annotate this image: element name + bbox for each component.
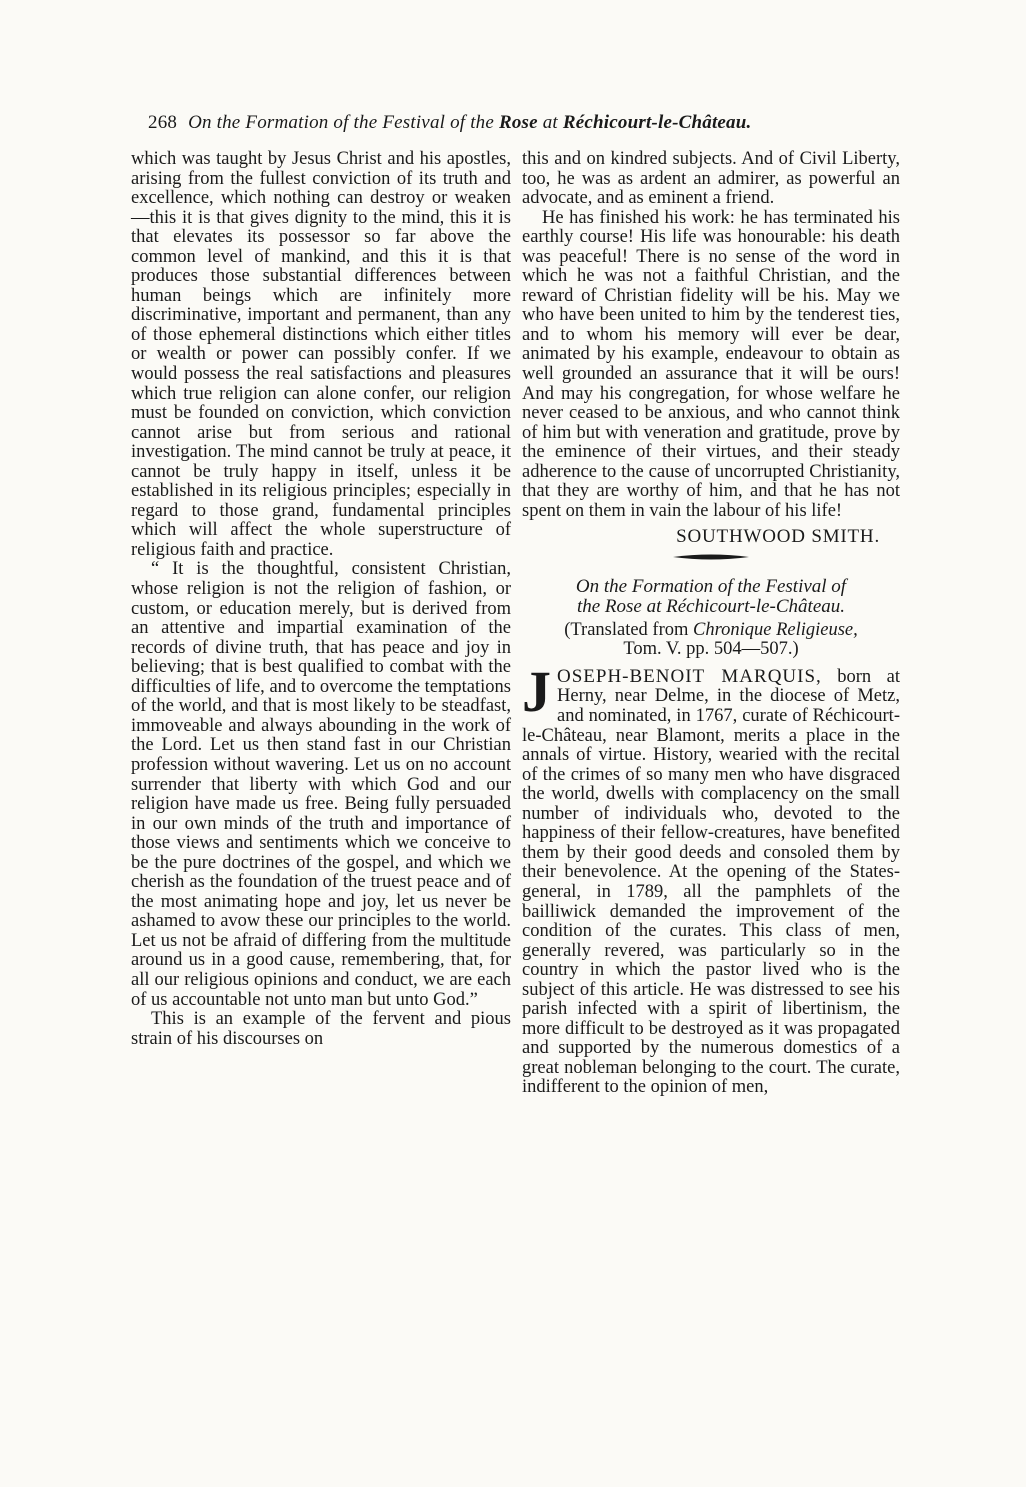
translation-note — [522, 621, 900, 659]
translation-source: Chronique Religieuse, — [693, 619, 858, 640]
article-paragraph-text: born at Herny, near Delme, in the diocese of Metz, and nominated, in 1767, curate of Réchicourt-le-Château, near Blamont, merits a place in the annals of virtue. History, wearied with the recital of the crimes of so many men who have disgraced the world, dwells with complacency on the small number of individuals who, devoted to the happiness of their fellow-creatures, have benefited them by their good deeds and consoled them by their benevolence. At the opening of the States-general, in 1789, all the pamphlets of the bailliwick demanded the improvement of the condition of the curates. This class of men, generally revered, was particularly so in the country in which the pastor lived who is the subject of this article. He was distressed to see his parish infected with a spirit of libertinism, the more difficult to be destroyed as it was propagated and supported by the numerous domestics of a great nobleman belonging to the court. The curate, indifferent to the opinion of men, — [522, 666, 900, 1098]
translation-reference: Tom. V. pp. 504—507.) — [623, 638, 799, 659]
running-title-text-2: at — [537, 112, 563, 133]
ornamental-rule — [673, 553, 749, 561]
translation-prefix: (Translated from — [564, 619, 694, 640]
article-title-line-2: the Rose at Réchicourt-le-Château. — [576, 595, 846, 617]
left-paragraph-1: which was taught by Jesus Christ and his apostles, arising from the fullest conviction of its truth and excellence, which nothing can destroy or weaken —this it is that gives dignity to the mind, this it is that elevates its possessor so far above the common level of mankind, and this it is that produces those substantial differences between human beings which are infinitely more discriminative, important and permanent, than any of those ephemeral distinctions which either titles or wealth or power can possibly confer. If we would possess the real satisfactions and pleasures which true religion can alone confer, our religion must be founded on conviction, which conviction cannot arise but from serious and rational investigation. The mind cannot be truly at peace, it cannot be truly happy in itself, unless it be established in its religious principles; especially in regard to those grand, fundamental principles which will affect the whole superstructure of religious faith and practice. — [131, 149, 511, 560]
article-opening-paragraph — [522, 658, 900, 1098]
translation-note-line-1 — [522, 621, 900, 640]
running-title — [188, 112, 751, 133]
right-paragraph-2: He has finished his work: he has terminated his earthly course! His life was honourable: his death was peaceful! There is no sense of the word in which he was not a faithful Christian, and the reward of Christian fidelity will be his. May we who have been united to him by the tenderest ties, and to whom his memory will ever be dear, animated by his example, endeavour to obtain as well grounded an assurance that it will be ours! And may his congregation, for whose welfare he never ceased to be anxious, and who cannot think of him but with veneration and gratitude, prove by the eminence of their virtues, and their steady adherence to the cause of uncorrupted Christianity, that they are worthy of him, and that he has not spent on them in vain the labour of his life! — [522, 207, 900, 521]
running-head — [148, 112, 908, 134]
running-title-rose: Rose — [498, 112, 538, 133]
left-paragraph-3: This is an example of the fervent and pious strain of his discourses on — [131, 1009, 511, 1049]
author-signature: SOUTHWOOD SMITH. — [676, 526, 880, 548]
left-paragraph-2: “ It is the thoughtful, consistent Christian, whose religion is not the religion of fashion, or custom, or education merely, but is derived from an attentive and impartial examination of the records of divine truth, that has peace and joy in believing; that is best qualified to combat with the difficulties of life, and to overcome the temptations of the world, and that is most likely to be steadfast, immoveable and always abounding in the work of the Lord. Let us then stand fast in our Christian profession without wavering. Let us on no account surrender that liberty with which God and our religion have made us free. Being fully persuaded in our own minds of the truth and importance of those views and sentiments which we conceive to be the pure doctrines of the gospel, and which we cherish as the foundation of the truest peace and of the most animating hope and joy, let us never be ashamed to avow these our principles to the world. Let us not be afraid of differing from the multitude around us in a good cause, remembering, that, for all our religious opinions and conduct, we are each of us accountable not unto man but unto God.” — [131, 559, 511, 1010]
article-title — [522, 577, 900, 617]
right-paragraph-1: this and on kindred subjects. And of Civil Liberty, too, he was as ardent an admirer, as powerful an advocate, and as eminent a friend. — [522, 149, 900, 209]
left-column — [131, 150, 511, 1049]
running-title-place: Réchicourt-le-Château. — [562, 112, 752, 133]
drop-cap: J — [522, 658, 551, 724]
running-title-text-1: On the Formation of the Festival of the — [188, 112, 499, 133]
article-title-line-1: On the Formation of the Festival of — [575, 575, 847, 597]
lead-name: OSEPH-BENOIT MARQUIS, — [557, 665, 822, 687]
page-number: 268 — [148, 112, 178, 133]
right-column — [522, 150, 900, 1098]
